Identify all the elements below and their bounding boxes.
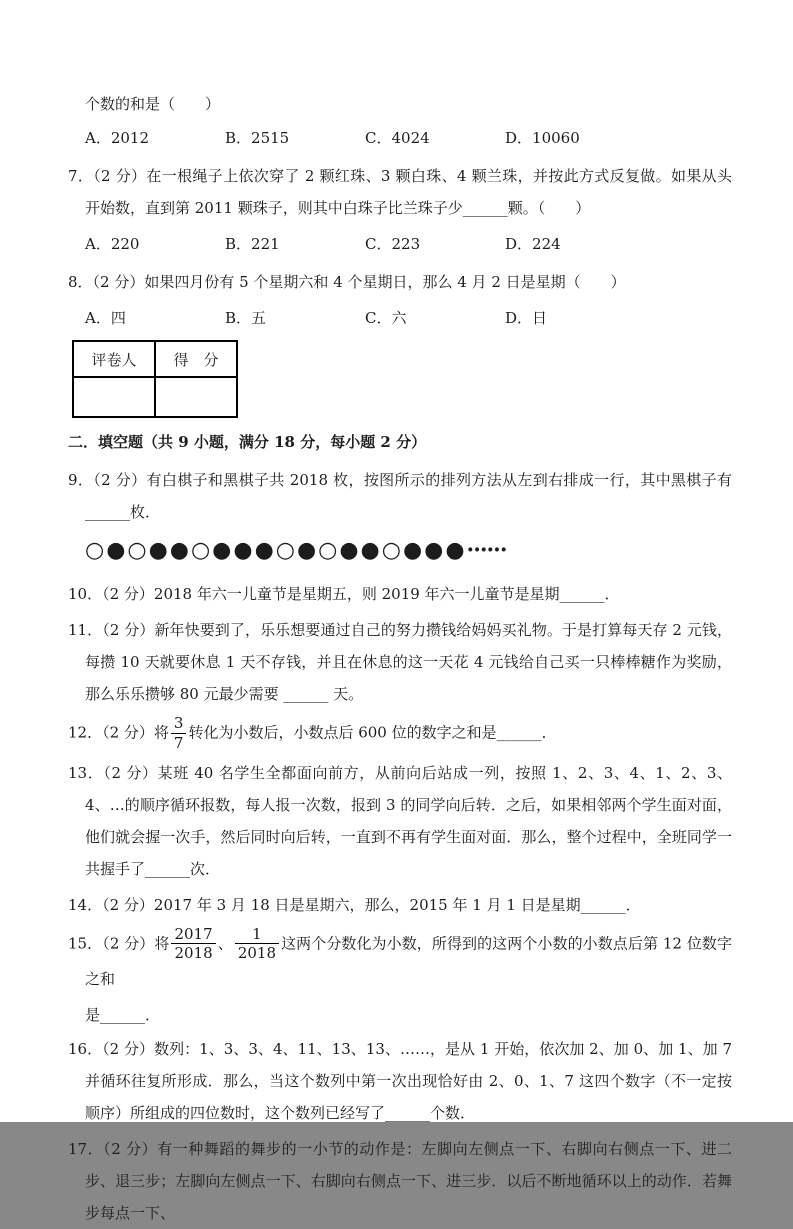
question-7-options bbox=[68, 228, 732, 260]
option-a: A．四 bbox=[85, 309, 126, 327]
question-6-options bbox=[68, 122, 732, 154]
fraction-denominator: 2018 bbox=[174, 944, 213, 963]
option-a: A．2012 bbox=[85, 129, 150, 147]
question-12-suffix: 转化为小数后，小数点后 600 位的数字之和是______． bbox=[188, 723, 557, 742]
question-13-text: 13．（2 分）某班 40 名学生全都面向前方，从前向后站成一列，按照 1、2、3、4、1、2、3、4、…的顺序循环报数，每人报一次数，报到 3 的同学向后转．之后，如果相邻两个学生面对面，他们就会握一次手，然后同时向后转，一直到不再有学生面对面．那么，整个过程中，全班同学一共握手了______次． bbox=[68, 763, 732, 878]
fraction-denominator: 7 bbox=[173, 733, 184, 752]
question-16-text: 16．（2 分）数列：1、3、3、4、11、13、13、……，是从 1 开始，依次加 2、加 0、加 1、加 7 并循环往复所形成．那么，当这个数列中第一次出现恰好由 2、0、1、7 这四个数字（不一定按顺序）所组成的四位数时，这个数列已经写了______个数． bbox=[68, 1040, 732, 1122]
question-15-suffix: 这两个分数化为小数，所得到的这两个小数的小数点后第 12 位数字之和 bbox=[85, 933, 732, 988]
score-table bbox=[72, 340, 238, 418]
grader-value-cell bbox=[73, 377, 155, 417]
option-d: D．224 bbox=[505, 235, 561, 253]
question-14-text: 14．（2 分）2017 年 3 月 18 日是星期六，那么，2015 年 1 月 1 日是星期______． bbox=[68, 895, 641, 914]
question-7-text: 7．（2 分）在一根绳子上依次穿了 2 颗红珠、3 颗白珠、4 颗兰珠，并按此方式反复做。如果从头开始数，直到第 2011 颗珠子，则其中白珠子比兰珠子少______颗。（ ） bbox=[68, 167, 732, 217]
fraction-denominator: 2018 bbox=[237, 944, 276, 963]
option-b: B．五 bbox=[225, 309, 267, 327]
question-12-text bbox=[68, 714, 732, 753]
question-15-text bbox=[68, 925, 732, 996]
question-15-line2: 是______． bbox=[85, 1006, 161, 1024]
question-8-text: 8．（2 分）如果四月份有 5 个星期六和 4 个星期日，那么 4 月 2 日是星期（ ） bbox=[68, 273, 626, 291]
fraction-numerator: 3 bbox=[171, 714, 187, 734]
option-c: C．六 bbox=[365, 309, 407, 327]
fraction-1-2018 bbox=[235, 925, 279, 964]
option-b: B．2515 bbox=[225, 129, 290, 147]
grader-header-cell: 评卷人 bbox=[73, 341, 155, 377]
question-11-text: 11．（2 分）新年快要到了，乐乐想要通过自己的努力攒钱给妈妈买礼物。于是打算每天存 2 元钱，每攒 10 天就要休息 1 天不存钱，并且在休息的这一天花 4 元钱给自己买一只棒棒糖作为奖励，那么乐乐攒够 80 元最少需要 ______ 天。 bbox=[68, 621, 732, 703]
question-9-figure bbox=[68, 532, 732, 570]
question-15-separator: 、 bbox=[217, 933, 233, 952]
score-header-cell: 得 分 bbox=[155, 341, 237, 377]
question-12-prefix: 12．（2 分）将 bbox=[68, 723, 169, 742]
question-9-text: 9．（2 分）有白棋子和黑棋子共 2018 枚，按图所示的排列方法从左到右排成一行，其中黑棋子有______枚． bbox=[68, 471, 732, 521]
question-6-tail: 个数的和是（ ） bbox=[85, 95, 221, 113]
question-10-text: 10．（2 分）2018 年六一儿童节是星期五，则 2019 年六一儿童节是星期______． bbox=[68, 585, 620, 603]
ellipsis-dots: ······ bbox=[466, 537, 507, 563]
question-15-prefix: 15．（2 分）将 bbox=[68, 933, 170, 952]
stones-pattern: ○●○●●○●●●○●○●●○●●● bbox=[85, 538, 467, 563]
question-8-options bbox=[68, 302, 732, 334]
question-17-text: 17．（2 分）有一种舞蹈的舞步的一小节的动作是：左脚向左侧点一下、右脚向右侧点一下、进二步、退三步；左脚向左侧点一下、右脚向右侧点一下、进三步．以后不断地循环以上的动作．若舞步每点一下、 bbox=[68, 1140, 732, 1222]
fraction-numerator: 1 bbox=[235, 925, 279, 945]
fraction-numerator: 2017 bbox=[171, 925, 215, 945]
section-2-title: 二．填空题（共 9 小题，满分 18 分，每小题 2 分） bbox=[68, 433, 427, 451]
option-c: C．223 bbox=[365, 235, 421, 253]
fraction-2017-2018 bbox=[171, 925, 215, 964]
fraction-3-7 bbox=[171, 714, 187, 753]
option-a: A．220 bbox=[85, 235, 140, 253]
option-d: D．日 bbox=[505, 309, 548, 327]
option-c: C．4024 bbox=[365, 129, 430, 147]
score-value-cell bbox=[155, 377, 237, 417]
option-b: B．221 bbox=[225, 235, 280, 253]
option-d: D．10060 bbox=[505, 129, 580, 147]
